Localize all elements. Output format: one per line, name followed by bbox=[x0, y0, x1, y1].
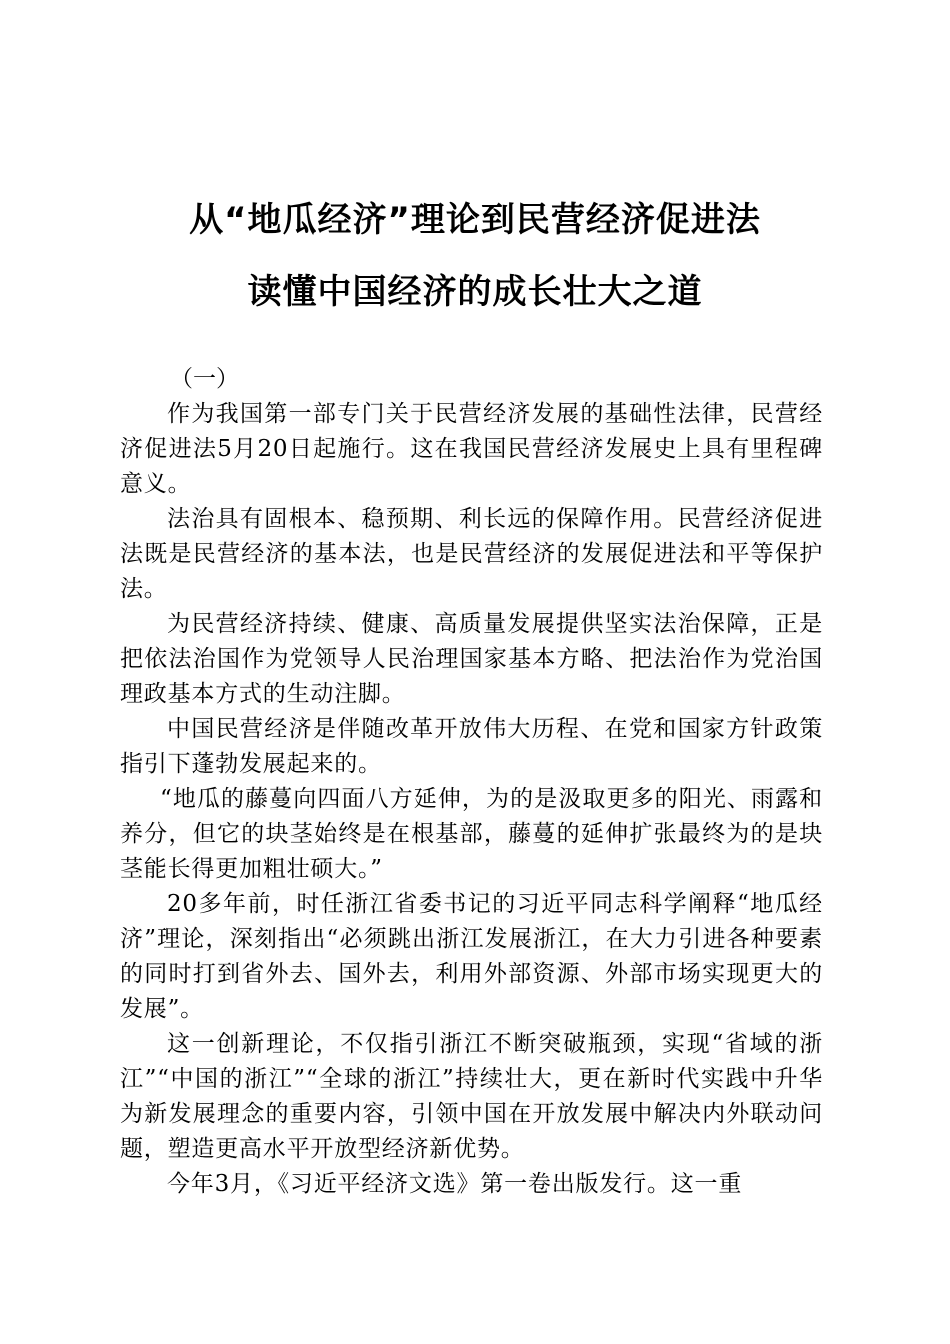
paragraph: 中国民营经济是伴随改革开放伟大历程、在党和国家方针政策指引下蓬勃发展起来的。 bbox=[120, 716, 823, 777]
paragraph: 作为我国第一部专门关于民营经济发展的基础性法律，民营经济促进法5月20日起施行。这在我国民营经济发展史上具有里程碑意义。 bbox=[120, 401, 823, 497]
title-line-1: 从“地瓜经济”理论到民营经济促进法 bbox=[189, 200, 761, 240]
paragraph: 法治具有固根本、稳预期、利长远的保障作用。民营经济促进法既是民营经济的基本法，也是民营经济的发展促进法和平等保护法。 bbox=[120, 506, 823, 602]
section-heading: （一） bbox=[170, 366, 239, 392]
paragraph: 为民营经济持续、健康、高质量发展提供坚实法治保障，正是把依法治国作为党领导人民治理国家基本方略、把法治作为党治国理政基本方式的生动注脚。 bbox=[120, 611, 823, 707]
title-line-2: 读懂中国经济的成长壮大之道 bbox=[247, 272, 703, 312]
paragraph: 这一创新理论，不仅指引浙江不断突破瓶颈，实现“省域的浙江”“中国的浙江”“全球的浙江”持续壮大，更在新时代实践中升华为新发展理念的重要内容，引领中国在开放发展中解决内外联动问题，塑造更高水平开放型经济新优势。 bbox=[120, 1031, 823, 1162]
quote-paragraph: “地瓜的藤蔓向四面八方延伸，为的是汲取更多的阳光、雨露和养分，但它的块茎始终是在根基部，藤蔓的延伸扩张最终为的是块茎能长得更加粗壮硕大。” bbox=[120, 786, 823, 882]
body-text bbox=[120, 362, 823, 1202]
paragraph: 20多年前，时任浙江省委书记的习近平同志科学阐释“地瓜经济”理论，深刻指出“必须跳出浙江发展浙江，在大力引进各种要素的同时打到省外去、国外去，利用外部资源、外部市场实现更大的发展”。 bbox=[120, 891, 823, 1022]
paragraph: 今年3月，《习近平经济文选》第一卷出版发行。这一重 bbox=[167, 1171, 743, 1197]
